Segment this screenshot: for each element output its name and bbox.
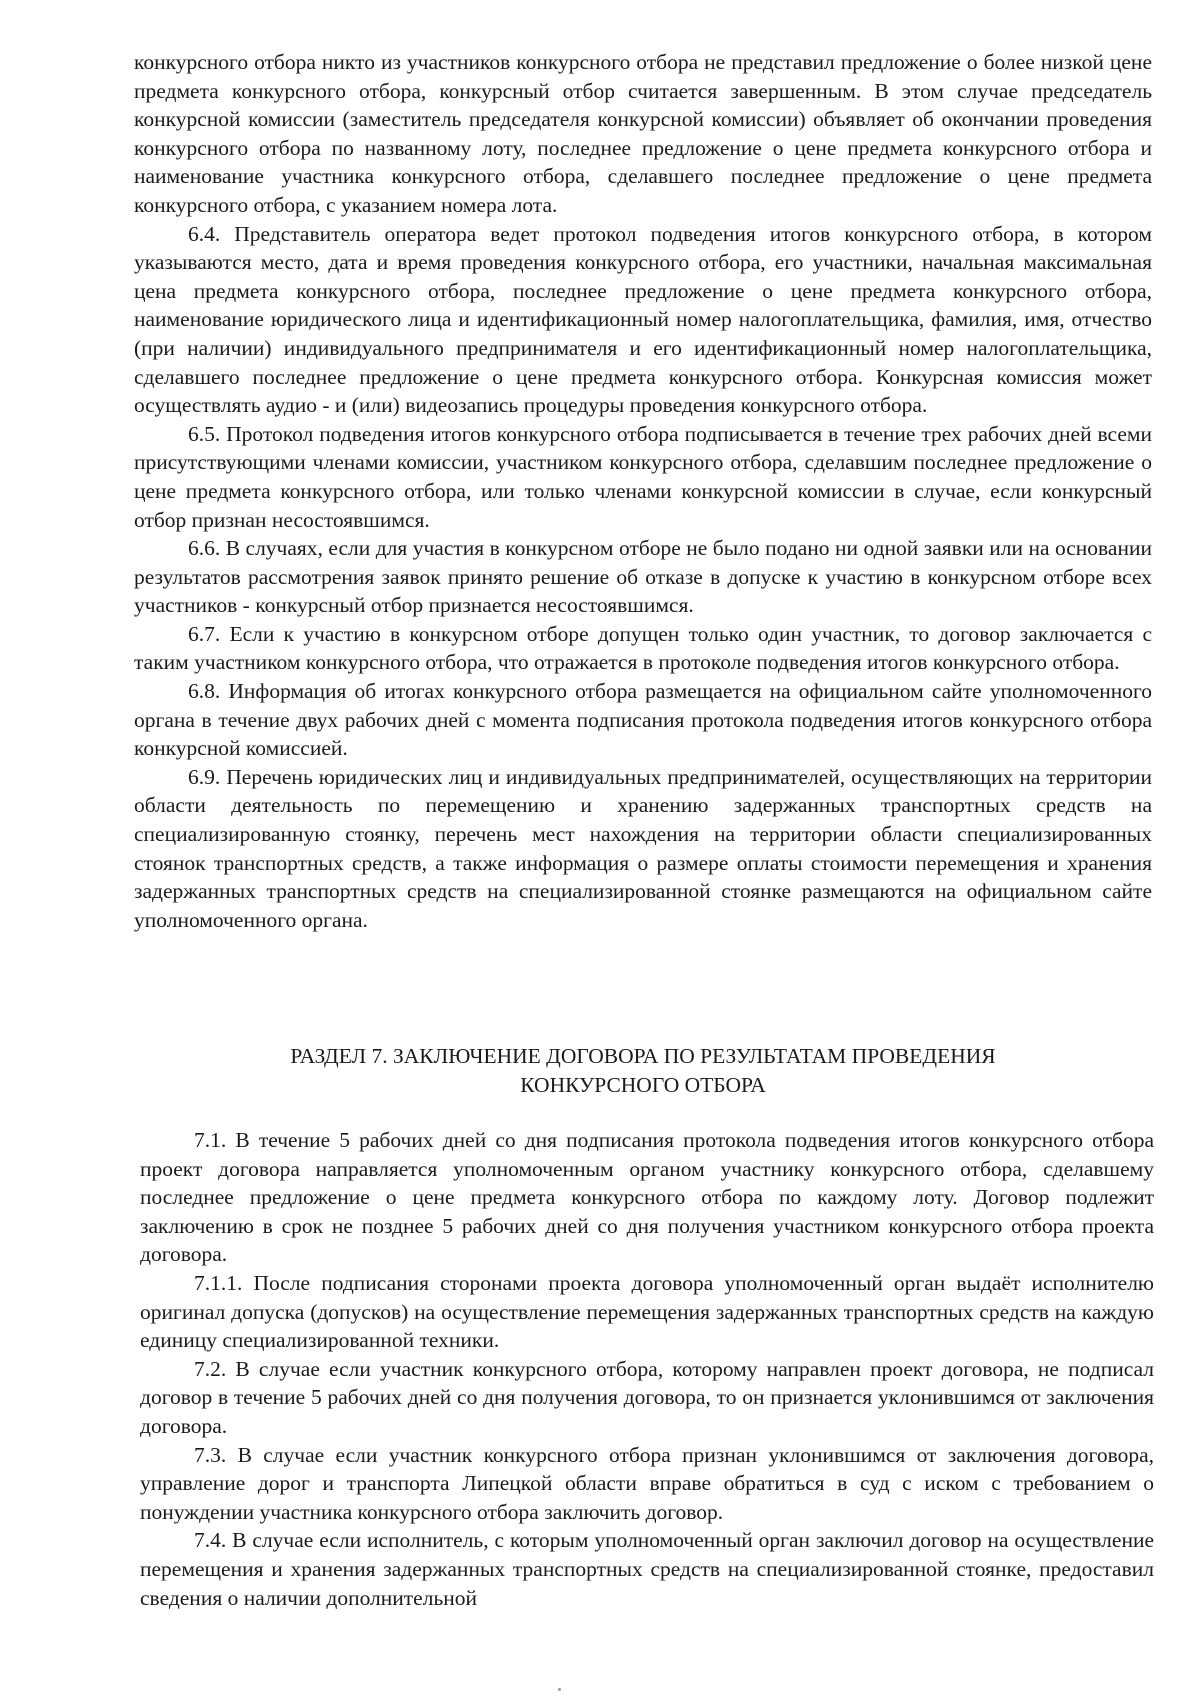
paragraph-6-6: 6.6. В случаях, если для участия в конкурсном отборе не было подано ни одной заявки или на основании результатов рассмотрения заявок принято решение об отказе в допуске к участию в конкурсном отборе всех участников - конкурсный отбор признается несостоявшимся. (134, 536, 1152, 618)
paragraph-6-8: 6.8. Информация об итогах конкурсного отбора размещается на официальном сайте уполномоченного органа в течение двух рабочих дней с момента подписания протокола подведения итогов конкурсного отбора конкурсной комиссией. (134, 679, 1152, 761)
section-6-body (134, 48, 1152, 934)
paragraph-7-1: 7.1. В течение 5 рабочих дней со дня подписания протокола подведения итогов конкурсного отбора проект договора направляется уполномоченным органом участнику конкурсного отбора, сделавшему последнее предложение о цене предмета конкурсного отбора по каждому лоту. Договор подлежит заключению в срок не позднее 5 рабочих дней со дня получения участником конкурсного отбора проекта договора. (140, 1128, 1154, 1267)
scan-speck (558, 1688, 561, 1691)
paragraph-6-9: 6.9. Перечень юридических лиц и индивидуальных предпринимателей, осуществляющих на территории области деятельность по перемещению и хранению задержанных транспортных средств на специализированную стоянку, перечень мест нахождения на территории области специализированных стоянок транспортных средств, а также информация о размере оплаты стоимости перемещения и хранения задержанных транспортных средств на специализированной стоянке размещаются на официальном сайте уполномоченного органа. (134, 764, 1152, 932)
paragraph-7-3: 7.3. В случае если участник конкурсного отбора признан уклонившимся от заключения договора, управление дорог и транспорта Липецкой области вправе обратиться в суд с иском с требованием о понуждении участника конкурсного отбора заключить договор. (140, 1442, 1154, 1524)
section-7-heading-line-1: РАЗДЕЛ 7. ЗАКЛЮЧЕНИЕ ДОГОВОРА ПО РЕЗУЛЬТАТАМ ПРОВЕДЕНИЯ (290, 1044, 996, 1068)
paragraph-6-4: 6.4. Представитель оператора ведет протокол подведения итогов конкурсного отбора, в котором указываются место, дата и время проведения конкурсного отбора, его участники, начальная максимальная цена предмета конкурсного отбора, последнее предложение о цене предмета конкурсного отбора, наименование юридического лица и идентификационный номер налогоплательщика, фамилия, имя, отчество (при наличии) индивидуального предпринимателя и его идентификационный номер налогоплательщика, сделавшего последнее предложение о цене предмета конкурсного отбора. Конкурсная комиссия может осуществлять аудио - и (или) видеозапись процедуры проведения конкурсного отбора. (134, 221, 1152, 418)
paragraph-7-4: 7.4. В случае если исполнитель, с которым уполномоченный орган заключил договор на осуществление перемещения и хранения задержанных транспортных средств на специализированной стоянке, предоставил сведения о наличии дополнительной (140, 1528, 1154, 1610)
paragraph-6-7: 6.7. Если к участию в конкурсном отборе допущен только один участник, то договор заключается с таким участником конкурсного отбора, что отражается в протоколе подведения итогов конкурсного отбора. (134, 621, 1152, 675)
section-7-heading (134, 1042, 1152, 1099)
paragraph-6-5: 6.5. Протокол подведения итогов конкурсного отбора подписывается в течение трех рабочих дней всеми присутствующими членами комиссии, участником конкурсного отбора, сделавшим последнее предложение о цене предмета конкурсного отбора, или только членами конкурсной комиссии в случае, если конкурсный отбор признан несостоявшимся. (134, 421, 1152, 532)
paragraph-6-3-continuation: конкурсного отбора никто из участников конкурсного отбора не представил предложение о более низкой цене предмета конкурсного отбора, конкурсный отбор считается завершенным. В этом случае председатель конкурсной комиссии (заместитель председателя конкурсной комиссии) объявляет об окончании проведения конкурсного отбора по названному лоту, последнее предложение о цене предмета конкурсного отбора и наименование участника конкурсного отбора, сделавшего последнее предложение о цене предмета конкурсного отбора, с указанием номера лота. (134, 50, 1152, 217)
section-7-heading-line-2: КОНКУРСНОГО ОТБОРА (520, 1072, 766, 1097)
paragraph-7-1-1: 7.1.1. После подписания сторонами проекта договора уполномоченный орган выдаёт исполнителю оригинал допуска (допусков) на осуществление перемещения задержанных транспортных средств на каждую единицу специализированной техники. (140, 1270, 1154, 1353)
section-7-body (140, 1126, 1154, 1612)
paragraph-7-2: 7.2. В случае если участник конкурсного отбора, которому направлен проект договора, не подписал договор в течение 5 рабочих дней со дня получения договора, то он признается уклонившимся от заключения договора. (140, 1356, 1154, 1438)
